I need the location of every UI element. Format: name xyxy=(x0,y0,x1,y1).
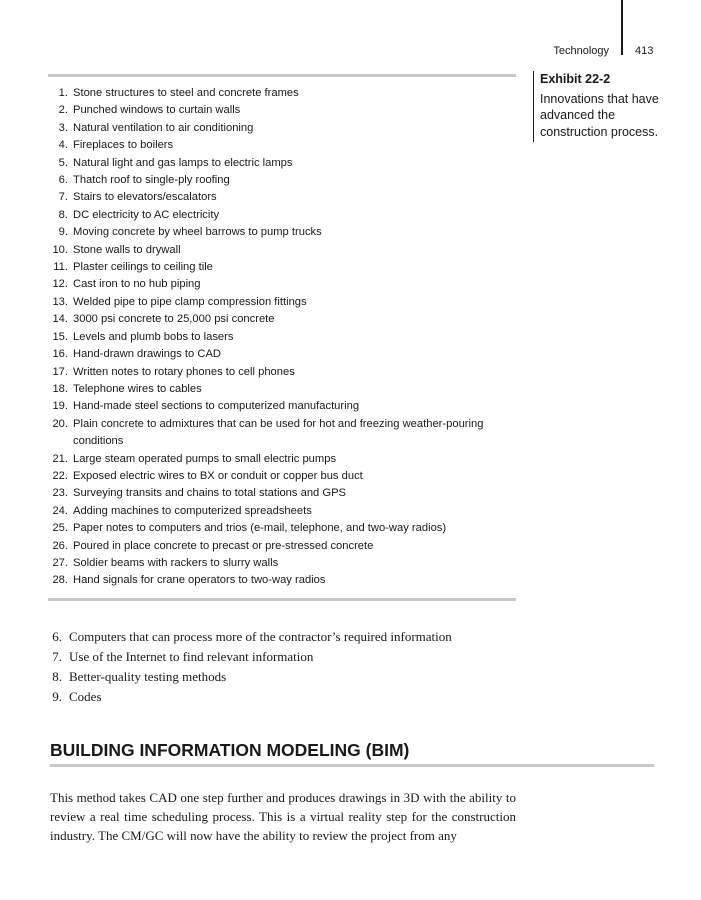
list-item-text: DC electricity to AC electricity xyxy=(73,208,220,221)
list-item-text: Surveying transits and chains to total stations and GPS xyxy=(73,487,347,500)
list-item-number: 8. xyxy=(58,208,68,221)
exhibit-list-item xyxy=(48,520,516,537)
continued-list-item xyxy=(50,627,452,647)
exhibit-list-item xyxy=(48,242,516,259)
exhibit-list-item xyxy=(48,416,516,451)
section-heading: BUILDING INFORMATION MODELING (BIM) xyxy=(50,739,654,767)
running-head-section: Technology xyxy=(553,45,609,57)
list-item-text: Stone walls to drywall xyxy=(73,243,181,256)
exhibit-list-item xyxy=(48,259,516,276)
list-item-text: Natural ventilation to air conditioning xyxy=(73,121,254,134)
list-item-number: 6. xyxy=(58,174,68,187)
list-item-text: Written notes to rotary phones to cell phones xyxy=(73,365,295,378)
list-item-number: 19. xyxy=(52,400,68,413)
exhibit-list-item xyxy=(48,294,516,311)
list-item-text: Punched windows to curtain walls xyxy=(73,104,241,117)
exhibit-list-item xyxy=(48,85,516,102)
list-item-number: 6. xyxy=(52,629,62,644)
list-item-text: Levels and plumb bobs to lasers xyxy=(73,330,234,343)
exhibit-list-item xyxy=(48,189,516,206)
list-item-number: 3. xyxy=(58,121,68,134)
list-item-number: 18. xyxy=(52,382,68,395)
exhibit-list xyxy=(48,85,516,590)
list-item-text: Fireplaces to boilers xyxy=(73,139,174,152)
exhibit-list-item xyxy=(48,311,516,328)
list-item-number: 7. xyxy=(52,649,62,664)
exhibit-caption xyxy=(533,71,665,142)
list-item-number: 16. xyxy=(52,348,68,361)
exhibit-list-item xyxy=(48,468,516,485)
list-item-text: Hand signals for crane operators to two-way radios xyxy=(73,574,326,587)
exhibit-list-item xyxy=(48,346,516,363)
exhibit-list-item xyxy=(48,207,516,224)
list-item-number: 7. xyxy=(58,191,68,204)
continued-list-item xyxy=(50,667,452,687)
exhibit-list-item xyxy=(48,381,516,398)
list-item-text: Exposed electric wires to BX or conduit or copper bus duct xyxy=(73,469,363,482)
list-item-text: Poured in place concrete to precast or pre-stressed concrete xyxy=(73,539,374,552)
exhibit-list-item xyxy=(48,398,516,415)
exhibit-list-item xyxy=(48,572,516,589)
list-item-number: 10. xyxy=(52,243,68,256)
list-item-number: 9. xyxy=(52,689,62,704)
exhibit-list-item xyxy=(48,503,516,520)
list-item-text: Thatch roof to single-ply roofing xyxy=(73,174,230,187)
list-item-text: Plain concrete to admixtures that can be used for hot and freezing weather-pouring conditions xyxy=(73,417,484,448)
header-rule xyxy=(621,0,623,55)
list-item-number: 22. xyxy=(52,469,68,482)
list-item-text: Adding machines to computerized spreadsheets xyxy=(73,504,312,517)
exhibit-list-item xyxy=(48,538,516,555)
list-item-text: Welded pipe to pipe clamp compression fittings xyxy=(73,295,307,308)
exhibit-description: Innovations that have advanced the construction process. xyxy=(540,92,659,139)
list-item-number: 12. xyxy=(52,278,68,291)
list-item-text: Stairs to elevators/escalators xyxy=(73,191,217,204)
continued-list xyxy=(50,627,452,707)
page-number: 413 xyxy=(635,45,654,57)
list-item-text: Telephone wires to cables xyxy=(73,382,202,395)
list-item-number: 14. xyxy=(52,313,68,326)
list-item-number: 2. xyxy=(58,104,68,117)
list-item-number: 26. xyxy=(52,539,68,552)
list-item-text: Cast iron to no hub piping xyxy=(73,278,201,291)
list-item-number: 8. xyxy=(52,669,62,684)
exhibit-list-box xyxy=(48,74,516,601)
list-item-text: Codes xyxy=(69,689,102,704)
list-item-text: Use of the Internet to find relevant information xyxy=(69,649,314,664)
exhibit-list-item xyxy=(48,172,516,189)
list-item-number: 9. xyxy=(58,226,68,239)
list-item-text: Natural light and gas lamps to electric lamps xyxy=(73,156,293,169)
list-item-number: 27. xyxy=(52,556,68,569)
exhibit-list-item xyxy=(48,120,516,137)
list-item-number: 4. xyxy=(58,139,68,152)
list-item-number: 23. xyxy=(52,487,68,500)
exhibit-label: Exhibit 22-2 xyxy=(540,72,611,86)
list-item-text: Hand-made steel sections to computerized manufacturing xyxy=(73,400,360,413)
exhibit-list-item xyxy=(48,276,516,293)
list-item-number: 1. xyxy=(58,87,68,99)
list-item-number: 25. xyxy=(52,522,68,535)
exhibit-list-item xyxy=(48,137,516,154)
continued-list-item xyxy=(50,687,452,707)
list-item-text: Stone structures to steel and concrete frames xyxy=(73,87,299,99)
list-item-number: 24. xyxy=(52,504,68,517)
list-item-number: 11. xyxy=(53,261,68,274)
list-item-text: Moving concrete by wheel barrows to pump trucks xyxy=(73,226,322,239)
list-item-text: 3000 psi concrete to 25,000 psi concrete xyxy=(73,313,275,326)
exhibit-list-item xyxy=(48,451,516,468)
exhibit-list-item xyxy=(48,329,516,346)
list-item-text: Paper notes to computers and trios (e-mail, telephone, and two-way radios) xyxy=(73,522,447,535)
list-item-text: Soldier beams with rackers to slurry walls xyxy=(73,556,279,569)
list-item-number: 5. xyxy=(58,156,68,169)
list-item-text: Better-quality testing methods xyxy=(69,669,227,684)
exhibit-list-item xyxy=(48,485,516,502)
list-item-number: 21. xyxy=(52,452,68,465)
exhibit-list-item xyxy=(48,102,516,119)
list-item-text: Computers that can process more of the contractor’s required information xyxy=(69,629,452,644)
body-paragraph: This method takes CAD one step further and produces drawings in 3D with the ability to review a real time scheduling process. This is a virtual reality step for the construction industry. The CM/GC will now have the ability to review the project from any xyxy=(50,790,516,843)
list-item-number: 15. xyxy=(52,330,68,343)
exhibit-list-item xyxy=(48,224,516,241)
list-item-text: Large steam operated pumps to small electric pumps xyxy=(73,452,337,465)
list-item-number: 20. xyxy=(52,417,68,430)
exhibit-list-item xyxy=(48,155,516,172)
exhibit-list-item xyxy=(48,364,516,381)
exhibit-list-item xyxy=(48,555,516,572)
list-item-number: 28. xyxy=(52,574,68,587)
list-item-number: 13. xyxy=(52,295,68,308)
continued-list-item xyxy=(50,647,452,667)
list-item-text: Plaster ceilings to ceiling tile xyxy=(73,261,213,274)
list-item-text: Hand-drawn drawings to CAD xyxy=(73,348,221,361)
list-item-number: 17. xyxy=(52,365,68,378)
